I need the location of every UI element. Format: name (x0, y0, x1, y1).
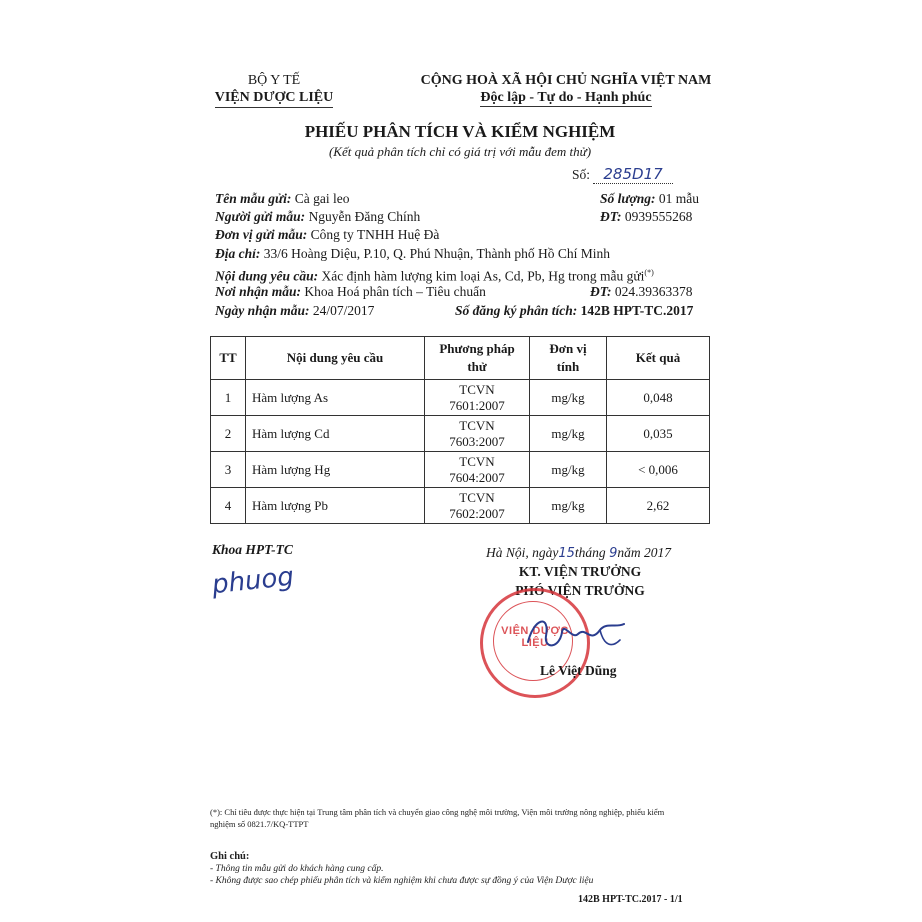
number-label: Số: (572, 167, 591, 182)
sample-name-row: Tên mẫu gửi: Cà gai leo (215, 191, 350, 206)
ministry-header (214, 72, 334, 108)
results-table (210, 336, 710, 524)
table-row: 4 Hàm lượng Pb TCVN 7602:2007 mg/kg 2,62 (211, 488, 710, 524)
address-row: Địa chỉ: 33/6 Hoàng Diệu, P.10, Q. Phú Nhuận, Thành phố Hồ Chí Minh (215, 246, 610, 261)
sender-row: Người gửi mẫu: Nguyễn Đăng Chính (215, 209, 421, 224)
header-unit: Đơn vị tính (530, 337, 607, 380)
footnote: (*): Chỉ tiêu được thực hiện tại Trung tâm phân tích và chuyển giao công nghệ môi trường, Viện môi trường nông nghiệp, phiếu kiểm nghiệm số 0821.7/KQ-TTPT (210, 807, 665, 829)
national-motto: Độc lập - Tự do - Hạnh phúc (480, 90, 652, 105)
document-subtitle: (Kết quả phân tích chỉ có giá trị với mẫu đem thử) (328, 144, 592, 159)
receiver-row: Nơi nhận mẫu: Khoa Hoá phân tích – Tiêu chuẩn (215, 284, 486, 299)
receiver: Khoa Hoá phân tích – Tiêu chuẩn (304, 284, 486, 299)
header-result: Kết quả (607, 337, 710, 380)
page-reference: 142B HPT-TC.2017 - 1/1 (578, 894, 683, 905)
table-header-row (211, 337, 710, 380)
stamp-text: VIỆN DƯỢC LIỆU (501, 625, 569, 649)
country-name: CỘNG HOÀ XÃ HỘI CHỦ NGHĨA VIỆT NAM (420, 73, 712, 88)
signer-name: Lê Việt Dũng (540, 663, 617, 678)
document-title: PHIẾU PHÂN TÍCH VÀ KIỂM NGHIỆM (304, 122, 616, 141)
institute-name: VIỆN DƯỢC LIỆU (215, 89, 334, 108)
department-signature: phuog (210, 561, 296, 601)
sender-name: Nguyễn Đăng Chính (308, 209, 421, 224)
received-date-row: Ngày nhận mẫu: 24/07/2017 (215, 303, 375, 318)
ministry-name: BỘ Y TẾ (247, 73, 301, 88)
receiver-phone-row: ĐT: 024.39363378 (590, 284, 693, 299)
sender-phone-row: ĐT: 0939555268 (600, 209, 693, 224)
sample-name: Cà gai leo (294, 191, 350, 206)
table-row: 1 Hàm lượng As TCVN 7601:2007 mg/kg 0,048 (211, 380, 710, 416)
header-method: Phương pháp thử (425, 337, 530, 380)
received-date: 24/07/2017 (312, 303, 375, 318)
quantity: 01 mẫu (658, 191, 699, 206)
quantity-row: Số lượng: 01 mẫu (600, 191, 699, 206)
department-label: Khoa HPT-TC (212, 542, 293, 557)
signer-role-1: KT. VIỆN TRƯỞNG (518, 564, 642, 579)
reg-number: 142B HPT-TC.2017 (580, 303, 694, 318)
table-row: 2 Hàm lượng Cd TCVN 7603:2007 mg/kg 0,035 (211, 416, 710, 452)
table-row: 3 Hàm lượng Hg TCVN 7604:2007 mg/kg < 0,006 (211, 452, 710, 488)
receiver-phone: 024.39363378 (614, 284, 693, 299)
sender-phone: 0939555268 (624, 209, 693, 224)
national-header (410, 72, 722, 107)
note-line: - Không được sao chép phiếu phân tích và kiểm nghiệm khi chưa được sự đồng ý của Viện Dược liệu (210, 876, 594, 886)
reg-number-row: Số đăng ký phân tích: 142B HPT-TC.2017 (455, 303, 694, 318)
address: 33/6 Hoàng Diệu, P.10, Q. Phú Nhuận, Thành phố Hồ Chí Minh (263, 246, 610, 261)
unit-row: Đơn vị gửi mẫu: Công ty TNHH Huệ Đà (215, 227, 440, 242)
notes (210, 851, 710, 887)
director-signature (520, 610, 640, 660)
sign-date: Hà Nội, ngày15tháng 9năm 2017 (486, 545, 671, 561)
notes-title: Ghi chú: (210, 851, 250, 862)
note-line: - Thông tin mẫu gửi do khách hàng cung cấp. (210, 864, 384, 874)
header-content: Nội dung yêu cầu (246, 337, 425, 380)
document-number (572, 166, 673, 183)
signer-role-2: PHÓ VIỆN TRƯỞNG (515, 583, 645, 598)
sender-unit: Công ty TNHH Huệ Đà (310, 227, 440, 242)
header-tt: TT (211, 337, 246, 380)
request-row: Nội dung yêu cầu: Xác định hàm lượng kim loại As, Cd, Pb, Hg trong mẫu gửi(*) (215, 268, 654, 284)
request-content: Xác định hàm lượng kim loại As, Cd, Pb, Hg trong mẫu gửi (321, 268, 645, 284)
number-value: 285D17 (593, 165, 672, 184)
